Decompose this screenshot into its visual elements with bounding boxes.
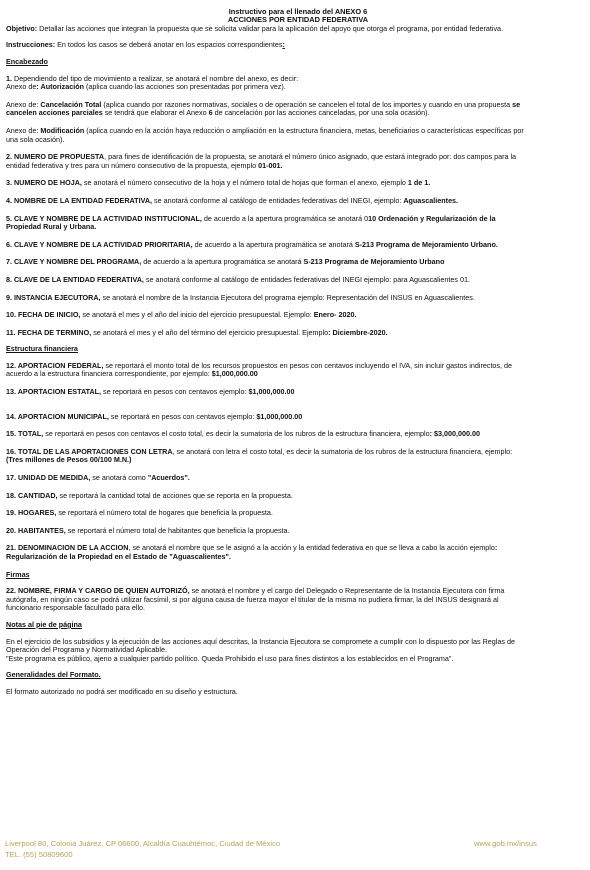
cancelacion-text-2: se tendrá que elaborar el Anexo: [102, 108, 209, 118]
autorizacion-label: : Autorización: [36, 82, 85, 92]
footer-address: Liverpool 80, Colonia Juárez, CP 06600, Alcaldía Cuauhtémoc, Ciudad de México: [5, 839, 281, 848]
anexo-number: 6: [208, 108, 213, 118]
item-10: [6, 311, 590, 320]
item-5-example: 10 Ordenación y Regularización de la: [368, 213, 496, 223]
item-10-example: Enero- 2020.: [313, 310, 357, 320]
objetivo-label: Objetivo:: [6, 23, 38, 33]
item-12-text-2: acuerdo a la estructura financiera correspondiente, por ejemplo:: [6, 369, 212, 379]
cancelacion-total-label: Cancelación Total: [40, 99, 102, 109]
notas-line-2: Operación del Programa y Normatividad Aplicable.: [6, 645, 167, 655]
item-3-example: 1 de 1.: [407, 178, 431, 188]
item-14-label: 14. APORTACION MUNICIPAL,: [6, 411, 109, 421]
item-20-text: se reportará el número total de habitantes que beneficia la propuesta.: [65, 525, 290, 535]
item-15-label: 15. TOTAL,: [6, 429, 44, 439]
item-21-label: 21. DENOMINACION DE LA ACCION: [6, 543, 129, 553]
anexo-de-label: Anexo de:: [6, 125, 41, 135]
item-3: [6, 179, 590, 188]
item-7-example: S-213 Programa de Mejoramiento Urbano: [303, 257, 445, 267]
notas-line-1: En el ejercicio de los subsidios y la ejecución de las acciones aquí descritas, la Instancia Ejecutora se compromete a cumplir con lo dispuesto por las Reglas de: [6, 636, 515, 646]
item-16-label: 16. TOTAL DE LAS APORTACIONES CON LETRA: [6, 446, 173, 456]
item-14-example: $1,000,000.00: [256, 411, 303, 421]
item-8-text: se anotará conforme al catálogo de entidades federativas del INEGI ejemplo: para Aguascalientes 01.: [143, 274, 470, 284]
instrucciones: [6, 41, 590, 50]
item-17: [6, 474, 590, 483]
item-13-label: 13. APORTACION ESTATAL,: [6, 387, 102, 397]
item-11-text: se anotará el mes y el año del término del ejercicio presupuestal. Ejemplo: [91, 327, 329, 337]
item-3-label: 3. NUMERO DE HOJA,: [6, 178, 82, 188]
section-notas: Notas al pie de página: [6, 619, 82, 629]
item-10-label: 10. FECHA DE INICIO,: [6, 310, 81, 320]
cancelacion-parcial-label: cancelen acciones parciales: [6, 108, 103, 118]
item-11-example: : Diciembre-2020.: [328, 327, 388, 337]
section-generalidades: Generalidades del Formato.: [6, 670, 101, 680]
generalidades-text: El formato autorizado no podrá ser modificado en su diseño y estructura.: [6, 686, 238, 696]
item-16-example: (Tres millones de Pesos 00/100 M.N.): [6, 455, 132, 465]
item-15: [6, 430, 590, 439]
modificacion-label: Modificación: [40, 125, 85, 135]
notas-line-3: "Este programa es público, ajeno a cualquier partido político. Queda Prohibido el uso para fines distintos a los establecidos en el Programa".: [6, 653, 454, 663]
item-4-example: Aguascalientes.: [403, 195, 459, 205]
item-6: [6, 241, 590, 250]
item-2-text: , para fines de identificación de la propuesta, se anotará el número único asignado, que estará integrado por: dos campos para la: [104, 152, 517, 162]
item-21-text: , se anotará el nombre que se le asignó a la acción y la entidad federativa en que se lleva a cabo la acción ejemplo: [128, 543, 495, 553]
item-14: [6, 413, 590, 422]
item-12-label: 12. APORTACION FEDERAL,: [6, 360, 104, 370]
item-20-label: 20. HABITANTES,: [6, 525, 66, 535]
cancelacion-line-2: [6, 109, 590, 118]
item-22-line-2: autógrafa, en ningún caso se podrá utilizar facsímil, si por alguna causa de fuerza mayor el titular de la misma no pudiera firmar, la del INSUS designará al: [6, 594, 499, 604]
item-7-label: 7. CLAVE Y NOMBRE DEL PROGRAMA,: [6, 257, 142, 267]
modificacion: [6, 127, 590, 136]
cancelacion-text: (aplica cuando por razones normativas, sociales o de operación se cancelen el total de los importes y cuando en una propuesta: [101, 99, 513, 109]
item-18-text: se reportará la cantidad total de acciones que se reporta en la propuesta.: [57, 490, 293, 500]
item-15-example: : $3,000,000.00: [429, 429, 480, 439]
title-line-1: Instructivo para el llenado del ANEXO 6: [228, 8, 368, 16]
anexo-de-label: Anexo de: [6, 82, 37, 92]
item-7-text: de acuerdo a la apertura programática se anotará: [141, 257, 304, 267]
item-3-text: se anotará el número consecutivo de la hoja y el número total de hojas que forman el anexo, ejemplo: [81, 178, 408, 188]
item-2-line-2: [6, 162, 590, 171]
modificacion-text: (aplica cuando en la acción haya reducción o ampliación en la estructura financiera, metas, beneficiarios o características específicas por: [84, 125, 524, 135]
item-2-example: 01-001.: [258, 160, 283, 170]
item-17-label: 17. UNIDAD DE MEDIDA,: [6, 473, 91, 483]
item-13-example: $1,000,000.00: [248, 387, 295, 397]
item-11-label: 11. FECHA DE TERMINO,: [6, 327, 92, 337]
item-13: [6, 388, 590, 397]
item-16-text: , se anotará con letra el costo total, es decir la sumatoria de los rubros de la estructura financiera, ejemplo:: [172, 446, 513, 456]
item-8-label: 8. CLAVE DE LA ENTIDAD FEDERATIVA,: [6, 274, 144, 284]
cancelacion-text-bold: se: [512, 99, 521, 109]
item-1-number: 1.: [6, 73, 12, 83]
item-11: [6, 329, 590, 338]
item-2-label: 2. NUMERO DE PROPUESTA: [6, 152, 105, 162]
item-19-label: 19. HOGARES,: [6, 508, 57, 518]
item-9-text: se anotará el nombre de la Instancia Ejecutora del programa ejemplo: Representación del INSUS en Aguascalientes.: [100, 292, 475, 302]
objetivo-text: Detallar las acciones que integran la propuesta que se solicita validar para la aplicación del apoyo que otorga el programa, por entidad federativa.: [37, 23, 504, 33]
anexo-de-label: Anexo de:: [6, 99, 41, 109]
item-1-text: Dependiendo del tipo de movimiento a realizar, se anotará el nombre del anexo, es decir:: [12, 73, 299, 83]
instrucciones-label: Instrucciones:: [6, 40, 56, 50]
item-19: [6, 509, 590, 518]
item-6-example: S-213 Programa de Mejoramiento Urbano.: [354, 239, 498, 249]
item-22-line-3: funcionario responsable facultado para ello.: [6, 603, 146, 613]
item-9: [6, 294, 590, 303]
item-21-example: Regularización de la Propiedad en el Estado de "Aguascalientes".: [6, 552, 231, 561]
item-21-line-2: [6, 553, 590, 562]
item-4: [6, 197, 590, 206]
instrucciones-text: En todos los casos se deberá anotar en los espacios correspondientes: [55, 40, 283, 50]
item-12-example: $1,000,000.00: [211, 369, 258, 379]
cancelacion-text-3: de cancelación por las acciones canceladas, por una sola ocasión).: [212, 108, 430, 118]
item-6-text: de acuerdo a la apertura programática se anotará: [192, 239, 355, 249]
item-12-text: se reportará el monto total de los recursos propuestos en pesos con centavos incluyendo el IVA, sin incluir gastos indirectos, de: [103, 360, 513, 370]
section-firmas: Firmas: [6, 569, 30, 579]
item-10-text: se anotará el mes y el año del inicio del ejercicio presupuestal. Ejemplo:: [80, 310, 314, 320]
item-20: [6, 527, 590, 536]
section-encabezado: Encabezado: [6, 57, 48, 66]
item-14-text: se reportará en pesos con centavos ejemplo:: [108, 411, 257, 421]
item-16-line-2: [6, 456, 590, 465]
item-5-line-2: [6, 223, 590, 232]
item-15-text: se reportará en pesos con centavos el costo total, es decir la sumatoria de los rubros de la estructura financiera, ejemplo: [43, 429, 430, 439]
item-7: [6, 258, 590, 267]
item-13-text: se reportará en pesos con centavos ejemplo:: [101, 387, 249, 397]
item-4-label: 4. NOMBRE DE LA ENTIDAD FEDERATIVA,: [6, 195, 153, 205]
item-4-text: se anotará conforme al catálogo de entidades federativas del INEGI, ejemplo:: [152, 195, 404, 205]
document-title: [6, 8, 590, 25]
autorizacion-text: (aplica cuando las acciones son presentadas por primera vez).: [84, 82, 286, 92]
item-17-text: se anotará como: [90, 473, 148, 483]
item-5-text: de acuerdo a la apertura programática se anotará 0: [201, 213, 369, 223]
footer-telephone: TEL. (55) 50809600: [5, 850, 73, 859]
item-17-example: "Acuerdos".: [147, 473, 190, 483]
item-8: [6, 276, 590, 285]
objetivo: [6, 25, 590, 34]
item-9-label: 9. INSTANCIA EJECUTORA,: [6, 292, 101, 302]
item-18-label: 18. CANTIDAD,: [6, 490, 58, 500]
section-estructura-financiera: Estructura financiera: [6, 344, 78, 354]
item-12-line-2: [6, 370, 590, 379]
item-5-label: 5. CLAVE Y NOMBRE DE LA ACTIVIDAD INSTITUCIONAL,: [6, 213, 202, 223]
item-2-text-2: entidad federativa y tres para un número consecutivo de la propuesta, ejemplo: [6, 160, 259, 170]
item-22-label: 22. NOMBRE, FIRMA Y CARGO DE QUIEN AUTORIZÓ,: [6, 586, 190, 596]
modificacion-line-2: una sola ocasión).: [6, 134, 65, 144]
item-22-text: se anotará el nombre y el cargo del Delegado o Representante de la Instancia Ejecutora con firma: [189, 586, 505, 596]
title-line-2: ACCIONES POR ENTIDAD FEDERATIVA: [227, 15, 369, 25]
item-19-text: se reportará el número total de hogares que beneficia la propuesta.: [56, 508, 273, 518]
item-1-autorizacion: [6, 83, 590, 92]
item-5-example-2: Propiedad Rural y Urbana.: [6, 222, 97, 232]
item-18: [6, 492, 590, 501]
page-footer: [5, 838, 585, 860]
footer-website: www.gob.mx/insus: [474, 839, 537, 848]
document-page: [6, 8, 590, 697]
item-6-label: 6. CLAVE Y NOMBRE DE LA ACTIVIDAD PRIORITARIA,: [6, 239, 193, 249]
instrucciones-colon: :: [282, 40, 285, 50]
item-21-colon: :: [494, 543, 498, 553]
